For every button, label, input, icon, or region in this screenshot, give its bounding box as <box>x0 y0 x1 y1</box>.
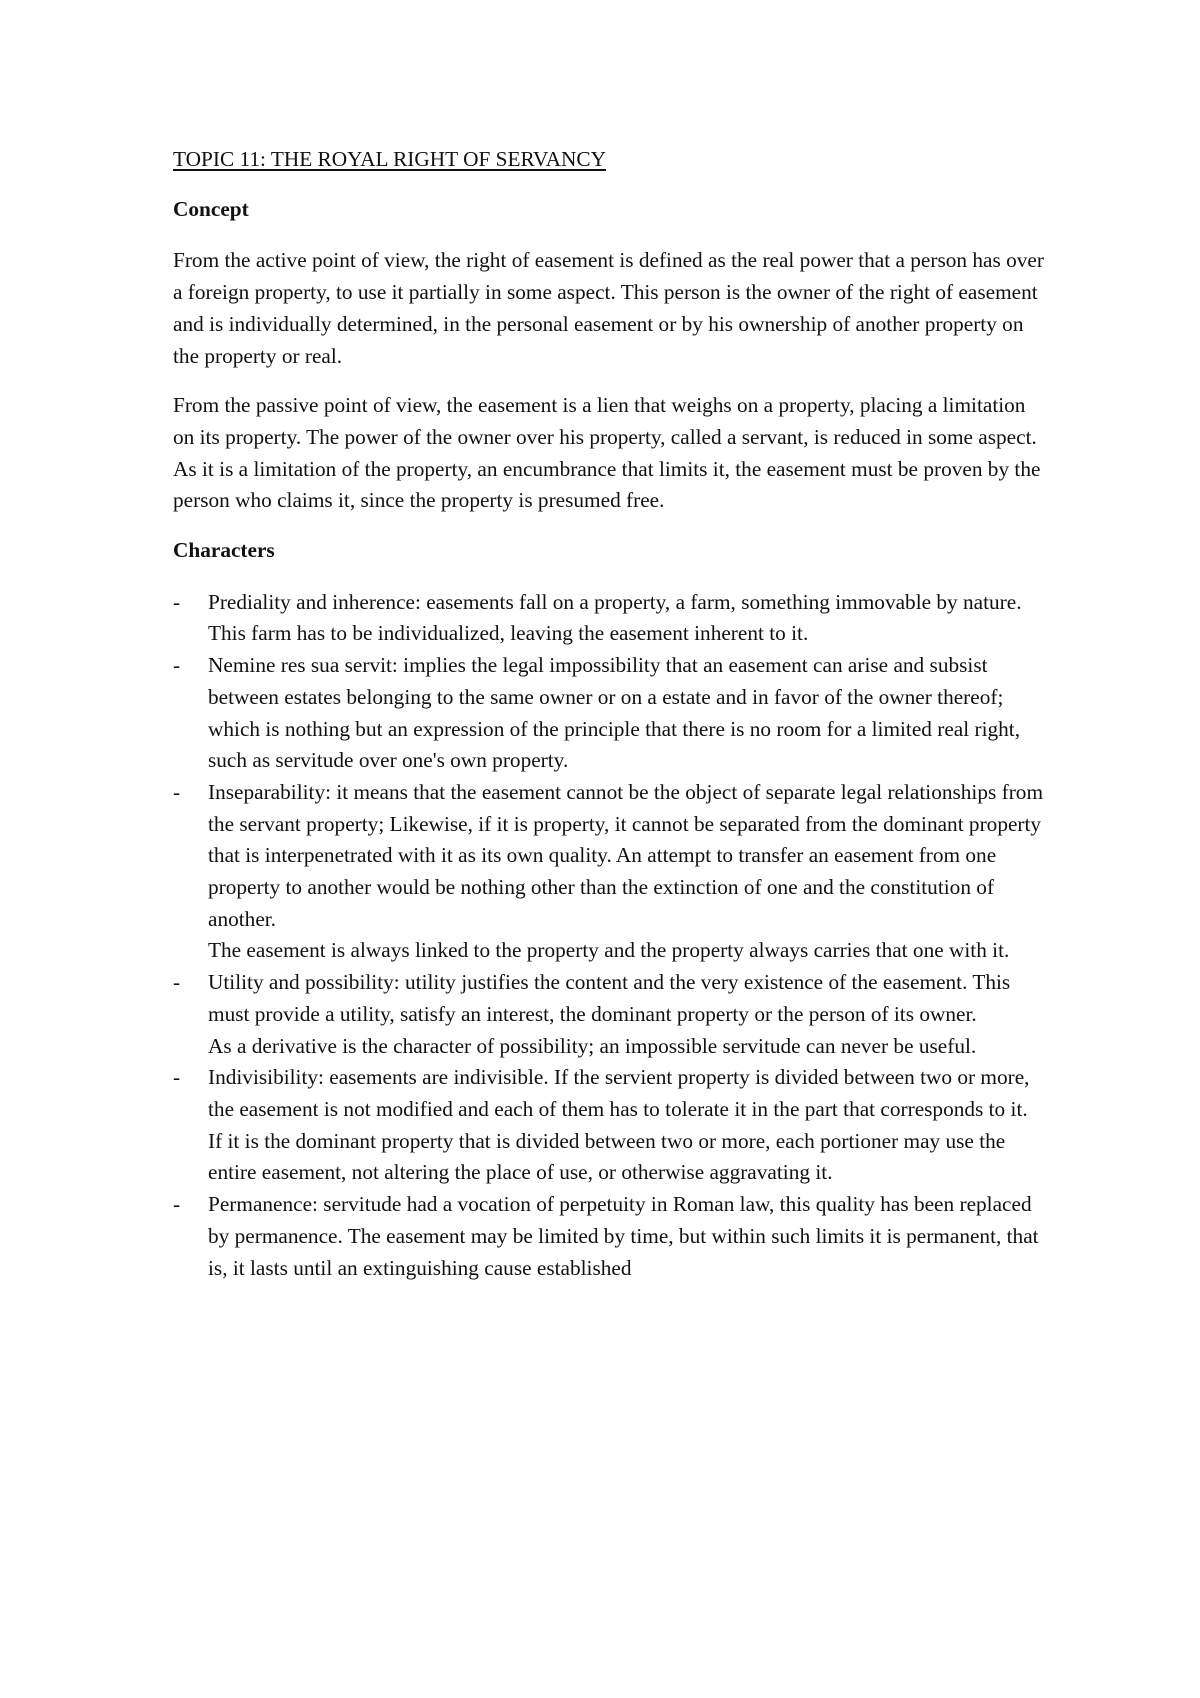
list-item-text: Indivisibility: easements are indivisible. If the servient property is divided between two or more, the easement is not modified and each of them has to tolerate it in the part that corresponds to it. If it is the dominant property that is divided between two or more, each portioner may use the entire easement, not altering the place of use, or otherwise aggravating it. <box>208 1065 1030 1185</box>
list-item-text: Nemine res sua servit: implies the legal impossibility that an easement can arise and subsist between estates belonging to the same owner or on a estate and in favor of the owner thereof; which is nothing but an expression of the principle that there is no room for a limited real right, such as servitude over one's own property. <box>208 653 1021 773</box>
list-item-text: Inseparability: it means that the easement cannot be the object of separate legal relationships from the servant property; Likewise, if it is property, it cannot be separated from the dominant property that is interpenetrated with it as its own quality. An attempt to transfer an easement from one property to another would be nothing other than the extinction of one and the constitution of another. <box>208 779 1044 931</box>
list-bullet: - <box>173 779 181 804</box>
list-bullet: - <box>173 970 181 995</box>
list-bullet: - <box>173 589 181 614</box>
concept-paragraph-passive: From the passive point of view, the easement is a lien that weighs on a property, placing a limitation on its property. The power of the owner over his property, called a servant, is reduced in some aspect. As it is a limitation of the property, an encumbrance that limits it, the easement must be proven by the person who claims it, since the property is presumed free. <box>173 393 1041 513</box>
list-item <box>173 587 1045 650</box>
list-item <box>173 1189 1045 1284</box>
list-item-continuation: The easement is always linked to the property and the property always carries that one with it. <box>208 938 1010 963</box>
list-item-continuation: As a derivative is the character of possibility; an impossible servitude can never be useful. <box>208 1033 977 1058</box>
list-item-text: Utility and possibility: utility justifies the content and the very existence of the easement. This must provide a utility, satisfy an interest, the dominant property or the person of its owner. <box>208 970 1011 1026</box>
concept-heading: Concept <box>173 196 249 221</box>
list-item <box>173 650 1045 777</box>
list-bullet: - <box>173 1065 181 1090</box>
list-bullet: - <box>173 653 181 678</box>
list-item <box>173 1062 1045 1189</box>
list-bullet: - <box>173 1192 181 1217</box>
list-item-text: Prediality and inherence: easements fall on a property, a farm, something immovable by nature. This farm has to be individualized, leaving the easement inherent to it. <box>208 589 1022 646</box>
document-title: TOPIC 11: THE ROYAL RIGHT OF SERVANCY <box>173 147 606 171</box>
list-item <box>173 777 1045 967</box>
characters-heading: Characters <box>173 538 275 563</box>
list-item <box>173 967 1045 1062</box>
list-item-text: Permanence: servitude had a vocation of perpetuity in Roman law, this quality has been replaced by permanence. The easement may be limited by time, but within such limits it is permanent, that is, it lasts until an extinguishing cause established <box>208 1192 1039 1280</box>
characters-list <box>173 587 1045 1284</box>
document-body <box>173 144 1045 1284</box>
concept-paragraph-active: From the active point of view, the right of easement is defined as the real power that a person has over a foreign property, to use it partially in some aspect. This person is the owner of the right of easement and is individually determined, in the personal easement or by his ownership of another property on the property or real. <box>173 248 1044 368</box>
